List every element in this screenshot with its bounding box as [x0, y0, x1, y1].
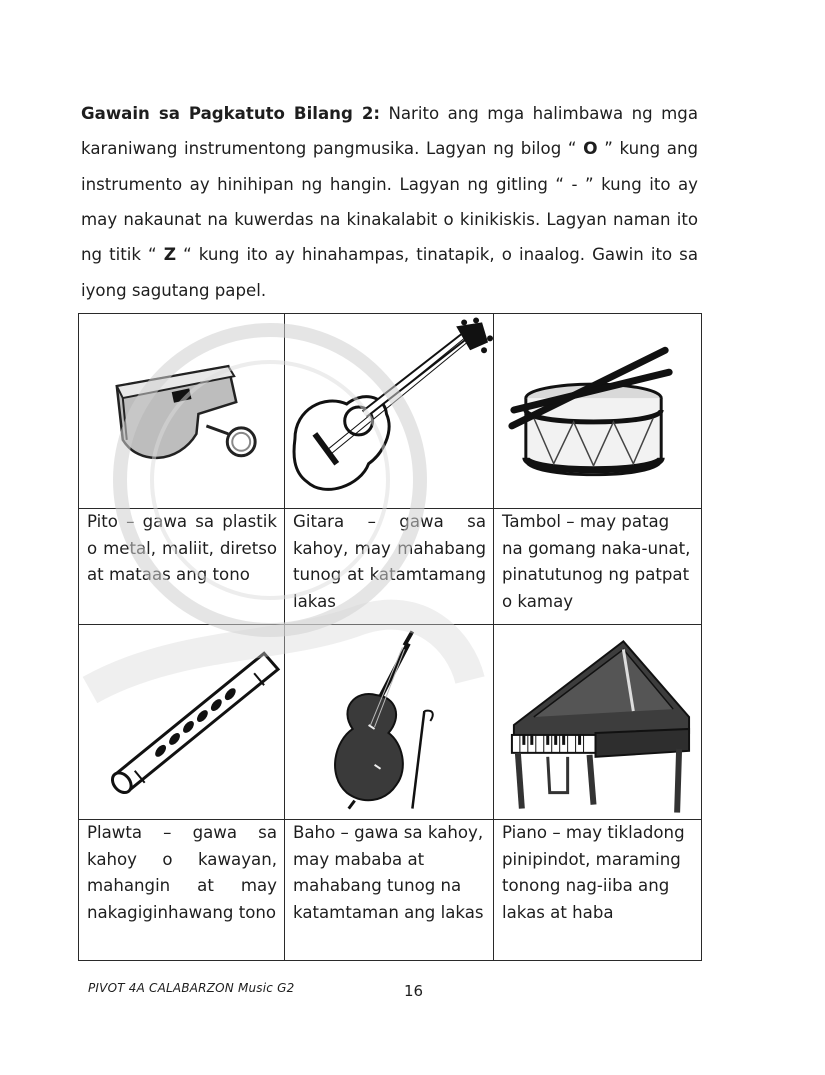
piano-caption: Piano – may tikladong pinipindot, maraming tonong nag-iiba ang lakas at haba — [502, 823, 685, 922]
caption-row-2 — [79, 820, 702, 961]
z-symbol: Z — [163, 245, 177, 265]
footer-title: PIVOT 4A CALABARZON Music G2 — [88, 981, 295, 995]
instrument-table — [78, 313, 702, 961]
drum-caption: Tambol – may patag na gomang naka-unat, pinatutunog ng patpat o kamay — [502, 512, 691, 611]
whistle-caption: Pito – gawa sa plastik o metal, maliit, diretso at mataas ang tono — [87, 512, 277, 585]
instruction-paragraph — [81, 96, 698, 308]
piano-icon — [494, 625, 701, 819]
flute-caption: Plawta – gawa sa kahoy o kawayan, mahangin at may nakagiginhawang tono — [87, 823, 277, 922]
flute-icon — [79, 625, 284, 819]
instruction-text-c: “ kung ito ay hinahampas, tinatapik, o inaalog. Gawin ito sa iyong sagutang papel. — [81, 245, 698, 300]
piano-cell — [494, 625, 702, 820]
flute-cell — [79, 625, 285, 820]
instruction-text-b: ” kung ang instrumento ay hinihipan ng hangin. Lagyan ng gitling “ - ” kung ito ay may nakaunat na kuwerdas na kinakalabit o kinikiskis. Lagyan naman ito ng titik “ — [81, 139, 698, 264]
caption-row-1 — [79, 509, 702, 625]
guitar-caption: Gitara – gawa sa kahoy, may mahabang tunog at katamtamang lakas — [293, 512, 486, 611]
page-number: 16 — [404, 982, 424, 1000]
drum-cell — [494, 314, 702, 509]
cello-caption: Baho – gawa sa kahoy, may mababa at mahabang tunog na katamtaman ang lakas — [293, 823, 484, 922]
cello-icon — [285, 625, 493, 819]
whistle-cell — [79, 314, 285, 509]
image-row-1 — [79, 314, 702, 509]
guitar-cell — [285, 314, 494, 509]
drum-icon — [494, 314, 701, 508]
instruction-text-a: Narito ang mga halimbawa ng mga karaniwang instrumentong pangmusika. Lagyan ng bilog “ — [81, 104, 698, 158]
image-row-2 — [79, 625, 702, 820]
whistle-icon — [79, 314, 284, 508]
cello-cell — [285, 625, 494, 820]
guitar-icon — [285, 314, 493, 508]
circle-symbol: O — [583, 139, 598, 159]
activity-heading: Gawain sa Pagkatuto Bilang 2: — [81, 104, 380, 123]
